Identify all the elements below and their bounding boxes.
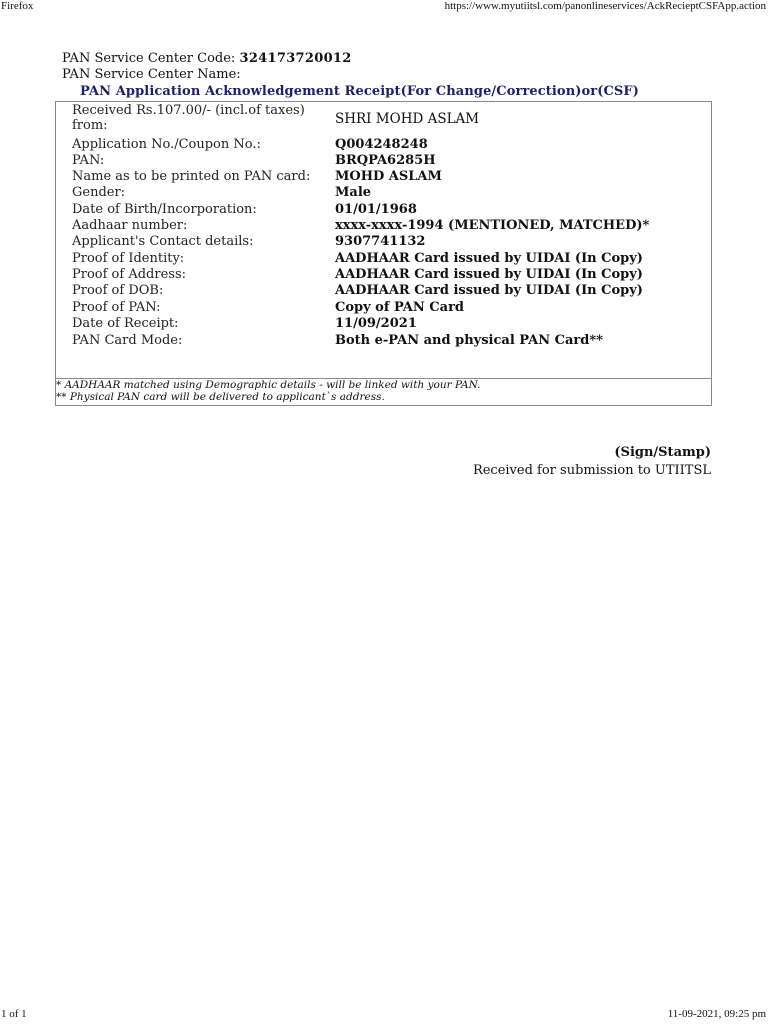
receipt-table bbox=[55, 101, 712, 406]
row-value: 11/09/2021 bbox=[335, 316, 417, 331]
table-row bbox=[72, 234, 712, 250]
row-value: xxxx-xxxx-1994 (MENTIONED, MATCHED)* bbox=[335, 218, 650, 233]
row-label: Application No./Coupon No.: bbox=[72, 137, 261, 152]
received-for-submission: Received for submission to UTIITSL bbox=[472, 463, 711, 478]
service-center-code-value: 324173720012 bbox=[239, 51, 352, 66]
print-header bbox=[0, 0, 768, 14]
footnote-aadhaar: * AADHAAR matched using Demographic details - will be linked with your PAN. bbox=[56, 379, 481, 391]
row-value: Q004248248 bbox=[335, 137, 428, 152]
table-row bbox=[72, 251, 712, 267]
row-value: AADHAAR Card issued by UIDAI (In Copy) bbox=[335, 283, 643, 298]
row-value: 9307741132 bbox=[335, 234, 426, 249]
table-row bbox=[72, 333, 712, 349]
received-row bbox=[72, 103, 712, 135]
table-row bbox=[72, 153, 712, 169]
service-center-code-label: PAN Service Center Code: bbox=[62, 51, 236, 66]
print-timestamp: 11-09-2021, 09:25 pm bbox=[667, 1008, 766, 1020]
row-label: Proof of Address: bbox=[72, 267, 186, 282]
browser-name: Firefox bbox=[1, 0, 34, 12]
row-label: PAN Card Mode: bbox=[72, 333, 183, 348]
page-url[interactable]: https://www.myutiitsl.com/panonlineservices/AckRecieptCSFApp.action bbox=[444, 0, 766, 12]
row-label: Proof of DOB: bbox=[72, 283, 164, 298]
row-label: Date of Birth/Incorporation: bbox=[72, 202, 257, 217]
row-value: Both e-PAN and physical PAN Card** bbox=[335, 333, 603, 348]
footnotes bbox=[56, 378, 711, 406]
footnote-physical-pan: ** Physical PAN card will be delivered to applicant`s address. bbox=[56, 391, 385, 403]
row-value: Copy of PAN Card bbox=[335, 300, 465, 315]
sign-block bbox=[473, 444, 711, 480]
row-label: Proof of PAN: bbox=[72, 300, 161, 315]
row-value: MOHD ASLAM bbox=[335, 169, 442, 184]
table-row bbox=[72, 218, 712, 234]
receipt-title: PAN Application Acknowledgement Receipt(For Change/Correction)or(CSF) bbox=[80, 84, 639, 99]
received-label bbox=[72, 103, 334, 133]
table-row bbox=[72, 169, 712, 185]
sign-stamp-label: (Sign/Stamp) bbox=[614, 445, 711, 460]
row-value: Male bbox=[335, 185, 372, 200]
row-label: Applicant's Contact details: bbox=[72, 234, 254, 249]
row-label: Date of Receipt: bbox=[72, 316, 179, 331]
service-center-info bbox=[62, 51, 352, 83]
row-label: Aadhaar number: bbox=[72, 218, 188, 233]
table-row bbox=[72, 300, 712, 316]
table-row bbox=[72, 137, 712, 153]
row-value: AADHAAR Card issued by UIDAI (In Copy) bbox=[335, 251, 643, 266]
row-label: Name as to be printed on PAN card: bbox=[72, 169, 311, 184]
row-value: 01/01/1968 bbox=[335, 202, 417, 217]
table-row bbox=[72, 283, 712, 299]
service-center-code-line bbox=[62, 51, 352, 67]
table-row bbox=[72, 185, 712, 201]
received-label-line2: from: bbox=[72, 118, 108, 133]
row-label: Gender: bbox=[72, 185, 126, 200]
table-row bbox=[72, 202, 712, 218]
received-label-line1: Received Rs.107.00/- (incl.of taxes) bbox=[72, 103, 305, 118]
row-value: BRQPA6285H bbox=[335, 153, 436, 168]
received-from-value: SHRI MOHD ASLAM bbox=[335, 111, 480, 127]
service-center-name-label: PAN Service Center Name: bbox=[62, 67, 241, 82]
row-label: Proof of Identity: bbox=[72, 251, 185, 266]
row-label: PAN: bbox=[72, 153, 105, 168]
print-footer bbox=[0, 1008, 768, 1022]
row-value: AADHAAR Card issued by UIDAI (In Copy) bbox=[335, 267, 643, 282]
page-count: 1 of 1 bbox=[1, 1008, 27, 1020]
table-row bbox=[72, 316, 712, 332]
table-row bbox=[72, 267, 712, 283]
